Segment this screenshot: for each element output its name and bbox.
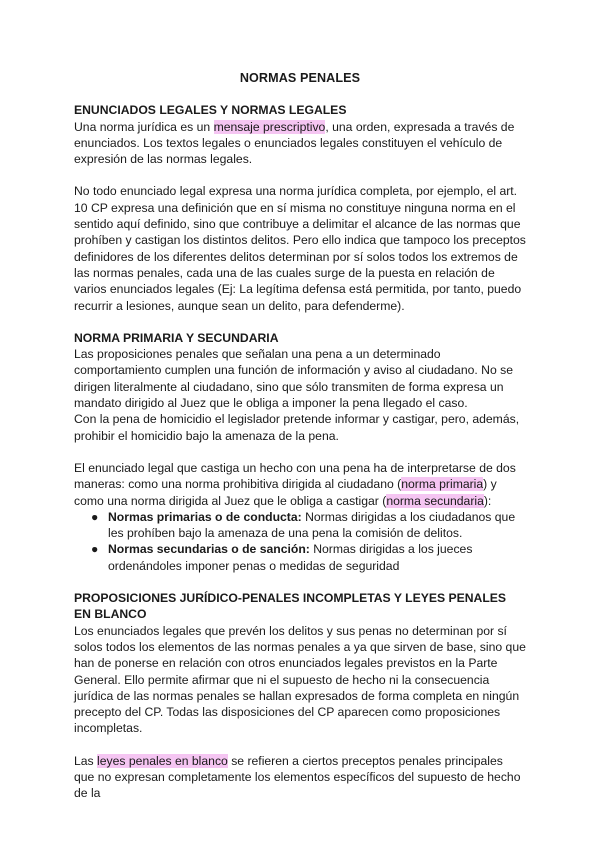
paragraph-norma-juridica xyxy=(74,119,526,168)
paragraph-homicidio: Con la pena de homicidio el legislador pretende informar y castigar, pero, además, prohibir el homicidio bajo la amenaza de la pena. xyxy=(74,412,520,443)
text-run: ) y como una norma dirigida al Juez que le obliga a castigar ( xyxy=(74,477,497,508)
text-run: ): xyxy=(483,493,492,508)
bullet-term: Normas secundarias o de sanción: xyxy=(108,542,310,557)
highlighted-term: norma primaria xyxy=(401,477,484,492)
text-run: , una orden, expresada a través de enunciados. Los textos legales o enunciados legales constituyen el vehículo de expresión de las normas legales. xyxy=(74,119,515,167)
paragraph-enunciado-legal: No todo enunciado legal expresa una norma jurídica completa, por ejemplo, el art. 10 CP expresa una definición que en sí misma no constituye ninguna norma en el sentido aquí definido, sino que contribuye a delimitar el alcance de las normas que prohíben y castigan los distintos delitos. Pero ello indica que tampoco los preceptos definidores de los diferentes delitos determinan por sí solos todos los extremos de las normas penales, cada una de las cuales surge de la puesta en relación de varios enunciados legales (Ej: La legítima defensa está permitida, por tanto, puedo recurrir a lesiones, aunque sean un delito, para defenderme). xyxy=(74,184,526,313)
paragraph-leyes-en-blanco xyxy=(74,753,526,802)
section-heading-norma-primaria: NORMA PRIMARIA Y SECUNDARIA xyxy=(74,330,279,345)
section-heading-enunciados: ENUNCIADOS LEGALES Y NORMAS LEGALES xyxy=(74,103,347,118)
bullet-icon: ● xyxy=(91,509,99,524)
section-heading-proposiciones-incompletas: PROPOSICIONES JURÍDICO-PENALES INCOMPLETAS Y LEYES PENALES EN BLANCO xyxy=(74,591,507,622)
text-run: El enunciado legal que castiga un hecho con una pena ha de interpretarse de dos maneras: como una norma prohibitiva dirigida al ciudadano ( xyxy=(74,460,516,492)
document-page xyxy=(74,70,526,802)
text-run: se refieren a ciertos preceptos penales principales que no expresan completamente los elementos específicos del supuesto de hecho de la xyxy=(74,753,521,801)
paragraph-interpretacion xyxy=(74,460,526,509)
text-run: Una norma jurídica es un xyxy=(74,119,214,134)
bullet-list xyxy=(74,509,526,574)
bullet-text: Normas dirigidas a los ciudadanos que les prohíben bajo la amenaza de una pena la comisión de delitos. xyxy=(108,509,516,541)
document-title: NORMAS PENALES xyxy=(239,71,361,85)
bullet-text: Normas dirigidas a los jueces ordenándoles imponer penas o medidas de seguridad xyxy=(108,542,473,573)
bullet-term: Normas primarias o de conducta: xyxy=(108,509,302,524)
highlighted-term: leyes penales en blanco xyxy=(97,753,228,768)
paragraph-enunciados-delitos: Los enunciados legales que prevén los delitos y sus penas no determinan por sí solos todos los elementos de las normas penales a ya que sirven de base, sino que han de ponerse en relación con otros enunciados legales previstos en la Parte General. Ello permite afirmar que ni el supuesto de hecho ni la consecuencia jurídica de las normas penales se hallan expresados de forma completa en ningún precepto del CP. Todas las disposiciones del CP aparecen como proposiciones incompletas. xyxy=(74,623,526,736)
highlighted-term: norma secundaria xyxy=(386,493,484,508)
bullet-icon: ● xyxy=(91,542,99,557)
highlighted-term: mensaje prescriptivo xyxy=(213,119,326,134)
list-item xyxy=(74,509,526,542)
paragraph-proposiciones-penales: Las proposiciones penales que señalan una pena a un determinado comportamiento cumplen una función de información y aviso al ciudadano. No se dirigen literalmente al ciudadano, sino que sólo transmiten de forma expresa un mandato dirigido al Juez que le obliga a imponer la pena llegado el caso. xyxy=(74,347,513,411)
text-run: Las xyxy=(74,753,98,768)
list-item xyxy=(74,541,526,574)
